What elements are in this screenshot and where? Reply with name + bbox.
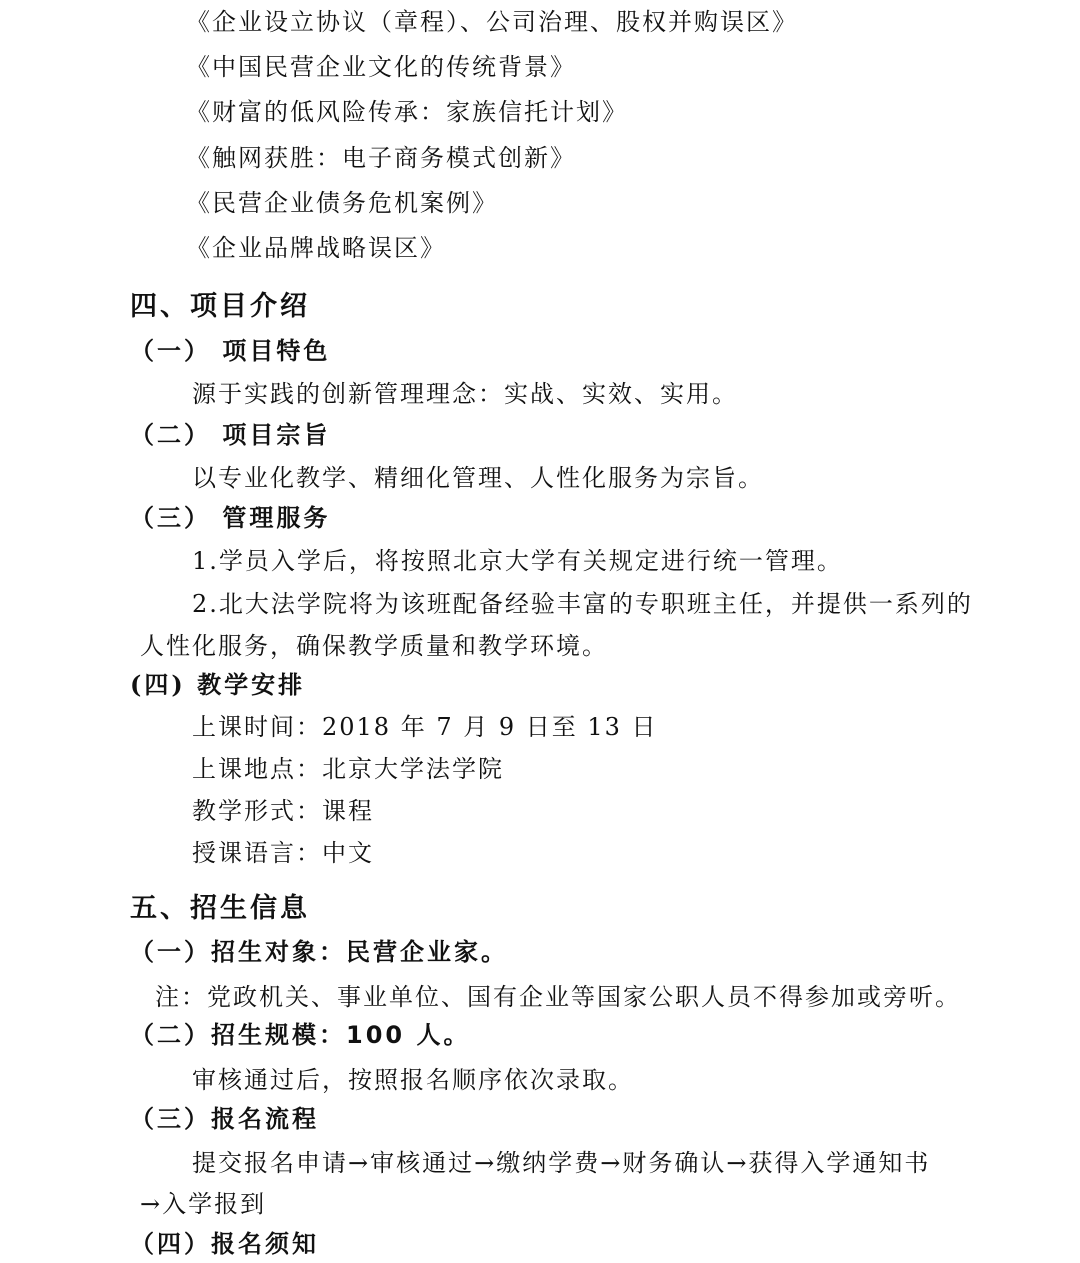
management-item-2-line-2: 人性化服务，确保教学质量和教学环境。 — [140, 632, 608, 660]
purpose-text: 以专业化教学、精细化管理、人性化服务为宗旨。 — [192, 464, 764, 492]
schedule-language: 授课语言：中文 — [192, 839, 374, 867]
features-text: 源于实践的创新管理理念：实战、实效、实用。 — [192, 380, 738, 408]
course-item-6: 《企业品牌战略误区》 — [186, 234, 446, 262]
section-5-title: 五、招生信息 — [130, 893, 310, 924]
course-item-2: 《中国民营企业文化的传统背景》 — [186, 53, 576, 81]
course-item-5: 《民营企业债务危机案例》 — [186, 189, 498, 217]
management-item-1: 1.学员入学后，将按照北京大学有关规定进行统一管理。 — [192, 547, 843, 575]
process-heading: （三）报名流程 — [130, 1105, 319, 1133]
course-item-4: 《触网获胜：电子商务模式创新》 — [186, 144, 576, 172]
schedule-heading: (四) 教学安排 — [130, 670, 306, 699]
scale-text: 审核通过后，按照报名顺序依次录取。 — [192, 1066, 634, 1094]
process-line-1: 提交报名申请→审核通过→缴纳学费→财务确认→获得入学通知书 — [192, 1149, 931, 1177]
target-note: 注：党政机关、事业单位、国有企业等国家公职人员不得参加或旁听。 — [155, 983, 961, 1011]
management-heading: （三） 管理服务 — [130, 503, 331, 532]
scale-heading: （二）招生规模：100 人。 — [130, 1021, 471, 1049]
course-item-1: 《企业设立协议（章程）、公司治理、股权并购误区》 — [186, 8, 798, 36]
notice-heading: （四）报名须知 — [130, 1230, 319, 1258]
schedule-format: 教学形式：课程 — [192, 797, 374, 825]
section-4-title: 四、项目介绍 — [130, 291, 310, 322]
features-heading: （一） 项目特色 — [130, 336, 331, 365]
schedule-location: 上课地点：北京大学法学院 — [192, 755, 504, 783]
schedule-time: 上课时间：2018 年 7 月 9 日至 13 日 — [192, 713, 658, 741]
course-item-3: 《财富的低风险传承：家族信托计划》 — [186, 98, 628, 126]
management-item-2-line-1: 2.北大法学院将为该班配备经验丰富的专职班主任，并提供一系列的 — [192, 590, 973, 618]
purpose-heading: （二） 项目宗旨 — [130, 420, 331, 449]
target-heading: （一）招生对象：民营企业家。 — [130, 938, 508, 966]
process-line-2: →入学报到 — [140, 1190, 267, 1218]
